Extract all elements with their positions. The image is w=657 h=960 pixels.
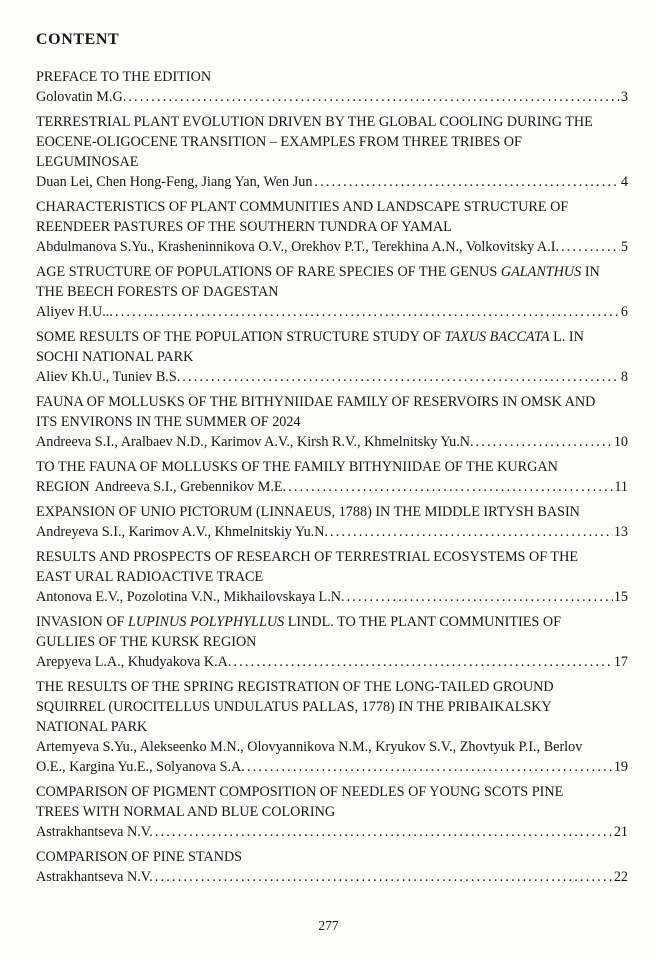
dot-leader — [128, 87, 620, 107]
entry-authors: Arepyeva L.A., Khudyakova K.A. — [36, 654, 232, 670]
toc-entry — [36, 197, 628, 257]
entry-title-line — [36, 612, 628, 632]
entry-title-text: NATIONAL PARK — [36, 719, 148, 735]
toc-entry — [36, 502, 628, 542]
entry-leader-line — [36, 237, 628, 257]
entry-title-text: SOME RESULTS OF THE POPULATION STRUCTURE STUDY OF — [36, 329, 445, 345]
toc-entry — [36, 457, 628, 497]
entry-leader-line — [36, 87, 628, 107]
toc-content — [36, 30, 628, 887]
dot-leader — [115, 302, 620, 322]
entry-title-line — [36, 132, 628, 152]
entry-title-text: GALANTHUS — [500, 264, 582, 280]
toc-entry — [36, 782, 628, 842]
content-heading: CONTENT — [36, 31, 120, 48]
entry-page-number: 21 — [613, 824, 628, 840]
entry-page-number: 13 — [613, 524, 628, 540]
dot-leader — [561, 237, 620, 257]
entry-authors: Duan Lei, Chen Hong-Feng, Jiang Yan, Wen Jun — [36, 174, 313, 190]
entry-title-text: INVASION OF — [36, 614, 128, 630]
toc-entry — [36, 392, 628, 452]
entry-authors: Andreyeva S.I., Karimov A.V., Khmelnitskiy Yu.N. — [36, 524, 328, 540]
entry-title-line — [36, 547, 628, 567]
dot-leader — [155, 822, 613, 842]
toc-entry — [36, 112, 628, 192]
entry-title-text: TERRESTRIAL PLANT EVOLUTION DRIVEN BY THE GLOBAL COOLING DURING THE — [36, 114, 593, 130]
toc-entry — [36, 67, 628, 107]
entry-title-text: SOCHI NATIONAL PARK — [36, 349, 194, 365]
entry-authors: Antonova E.V., Pozolotina V.N., Mikhailovskaya L.N. — [36, 589, 345, 605]
toc-entry — [36, 612, 628, 672]
entry-page-number: 22 — [613, 869, 628, 885]
entry-leader-line — [36, 652, 628, 672]
dot-leader — [247, 757, 613, 777]
entry-title-text: PREFACE TO THE EDITION — [36, 69, 212, 85]
entry-authors: O.E., Kargina Yu.E., Solyanova S.A. — [36, 759, 245, 775]
entry-title-text: THE BEECH FORESTS OF DAGESTAN — [36, 284, 279, 300]
entry-page-number: 15 — [613, 589, 628, 605]
toc-entry — [36, 327, 628, 387]
entry-authors: Aliev Kh.U., Tuniev B.S. — [36, 369, 181, 385]
entry-title-text: SQUIRREL (UROCITELLUS UNDULATUS PALLAS, 1778) IN THE PRIBAIKALSKY — [36, 699, 552, 715]
entry-title-line — [36, 502, 628, 522]
entry-title-line — [36, 457, 628, 477]
entry-title-line — [36, 847, 628, 867]
entry-title-line — [36, 677, 628, 697]
entry-title-line — [36, 697, 628, 717]
dot-leader — [347, 587, 613, 607]
entry-page-number: 11 — [614, 479, 628, 495]
entry-leader-line — [36, 587, 628, 607]
entry-title-text: GULLIES OF THE KURSK REGION — [36, 634, 257, 650]
entry-leader-line — [36, 757, 628, 777]
entry-title-line — [36, 782, 628, 802]
entry-page-number: 3 — [620, 89, 628, 105]
entry-title-line — [36, 152, 628, 172]
entry-leader-line — [36, 522, 628, 542]
entry-leader-line — [36, 367, 628, 387]
entry-leader-line — [36, 477, 628, 497]
entry-title-line — [36, 567, 628, 587]
entry-leader-line — [36, 432, 628, 452]
entry-authors: Andreeva S.I., Grebennikov M.E. — [94, 479, 287, 495]
entry-title-text: TREES WITH NORMAL AND BLUE COLORING — [36, 804, 336, 820]
entry-title-text: LUPINUS POLYPHYLLUS — [127, 614, 285, 630]
entry-title-text: REENDEER PASTURES OF THE SOUTHERN TUNDRA OF YAMAL — [36, 219, 452, 235]
toc-entry — [36, 677, 628, 777]
entry-page-number: 17 — [613, 654, 628, 670]
entry-title-text: THE RESULTS OF THE SPRING REGISTRATION OF THE LONG-TAILED GROUND — [36, 679, 554, 695]
entry-title-line — [36, 347, 628, 367]
dot-leader — [233, 652, 612, 672]
entry-leader-line — [36, 867, 628, 887]
entry-title-text: RESULTS AND PROSPECTS OF RESEARCH OF TERRESTRIAL ECOSYSTEMS OF THE — [36, 549, 578, 565]
entry-title-text: EXPANSION OF UNIO PICTORUM (LINNAEUS, 1788) IN THE MIDDLE IRTYSH BASIN — [36, 504, 580, 520]
entry-page-number: 10 — [613, 434, 628, 450]
entry-leader-line — [36, 302, 628, 322]
entry-authors: Astrakhantseva N.V. — [36, 824, 153, 840]
entry-title-text: FAUNA OF MOLLUSKS OF THE BITHYNIIDAE FAMILY OF RESERVOIRS IN OMSK AND — [36, 394, 596, 410]
entry-title-line — [36, 197, 628, 217]
entry-title-text: L. IN — [549, 329, 584, 345]
entry-title-line — [36, 262, 628, 282]
entry-page-number: 19 — [613, 759, 628, 775]
entry-title-line — [36, 802, 628, 822]
entry-title-line — [36, 717, 628, 737]
entry-title-line — [36, 217, 628, 237]
entry-page-number: 8 — [620, 369, 628, 385]
entry-title-text: EAST URAL RADIOACTIVE TRACE — [36, 569, 264, 585]
toc-entry — [36, 262, 628, 322]
dot-leader — [314, 172, 619, 192]
dot-leader — [182, 367, 620, 387]
dot-leader — [476, 432, 613, 452]
entry-page-number: 6 — [620, 304, 628, 320]
entry-title-text: COMPARISON OF PIGMENT COMPOSITION OF NEEDLES OF YOUNG SCOTS PINE — [36, 784, 564, 800]
entry-title-text: CHARACTERISTICS OF PLANT COMMUNITIES AND LANDSCAPE STRUCTURE OF — [36, 199, 569, 215]
dot-leader — [330, 522, 613, 542]
entry-title-text: COMPARISON OF PINE STANDS — [36, 849, 243, 865]
entry-title-text: IN — [581, 264, 600, 280]
dot-leader — [288, 477, 613, 497]
entry-title-line — [36, 112, 628, 132]
entry-title-text: EOCENE-OLIGOCENE TRANSITION – EXAMPLES FROM THREE TRIBES OF — [36, 134, 522, 150]
dot-leader — [155, 867, 613, 887]
entry-title-text: LEGUMINOSAE — [36, 154, 139, 170]
entry-authors: Astrakhantseva N.V. — [36, 869, 153, 885]
entry-authors: Aliyev H.U... — [36, 304, 113, 320]
toc-list — [36, 67, 628, 887]
page-number-footer: 277 — [318, 918, 339, 933]
entry-title-text: TO THE FAUNA OF MOLLUSKS OF THE FAMILY BITHYNIIDAE OF THE KURGAN — [36, 459, 558, 475]
entry-page-number: 5 — [620, 239, 628, 255]
entry-title-text: REGION — [36, 479, 90, 495]
entry-authors-continued: Artemyeva S.Yu., Alekseenko M.N., Olovyannikova N.M., Kryukov S.V., Zhovtyuk P.I., Berlov — [36, 739, 583, 755]
entry-title-line — [36, 67, 628, 87]
toc-entry — [36, 547, 628, 607]
entry-title-line — [36, 327, 628, 347]
entry-title-text: AGE STRUCTURE OF POPULATIONS OF RARE SPECIES OF THE GENUS — [36, 264, 501, 280]
entry-leader-line — [36, 172, 628, 192]
entry-authors: Andreeva S.I., Aralbaev N.D., Karimov A.V., Kirsh R.V., Khmelnitsky Yu.N. — [36, 434, 474, 450]
entry-title-text: LINDL. TO THE PLANT COMMUNITIES OF — [284, 614, 561, 630]
entry-title-line — [36, 282, 628, 302]
entry-title-text: TAXUS BACCATA — [444, 329, 550, 345]
entry-leader-line — [36, 822, 628, 842]
entry-title-text: ITS ENVIRONS IN THE SUMMER OF 2024 — [36, 414, 301, 430]
toc-entry — [36, 847, 628, 887]
entry-page-number: 4 — [620, 174, 628, 190]
entry-authors: Golovatin M.G. — [36, 89, 127, 105]
entry-title-line — [36, 632, 628, 652]
entry-title-line — [36, 412, 628, 432]
entry-authors: Abdulmanova S.Yu., Krasheninnikova O.V., Orekhov P.T., Terekhina A.N., Volkovitsky A.I. — [36, 239, 559, 255]
entry-title-line — [36, 392, 628, 412]
